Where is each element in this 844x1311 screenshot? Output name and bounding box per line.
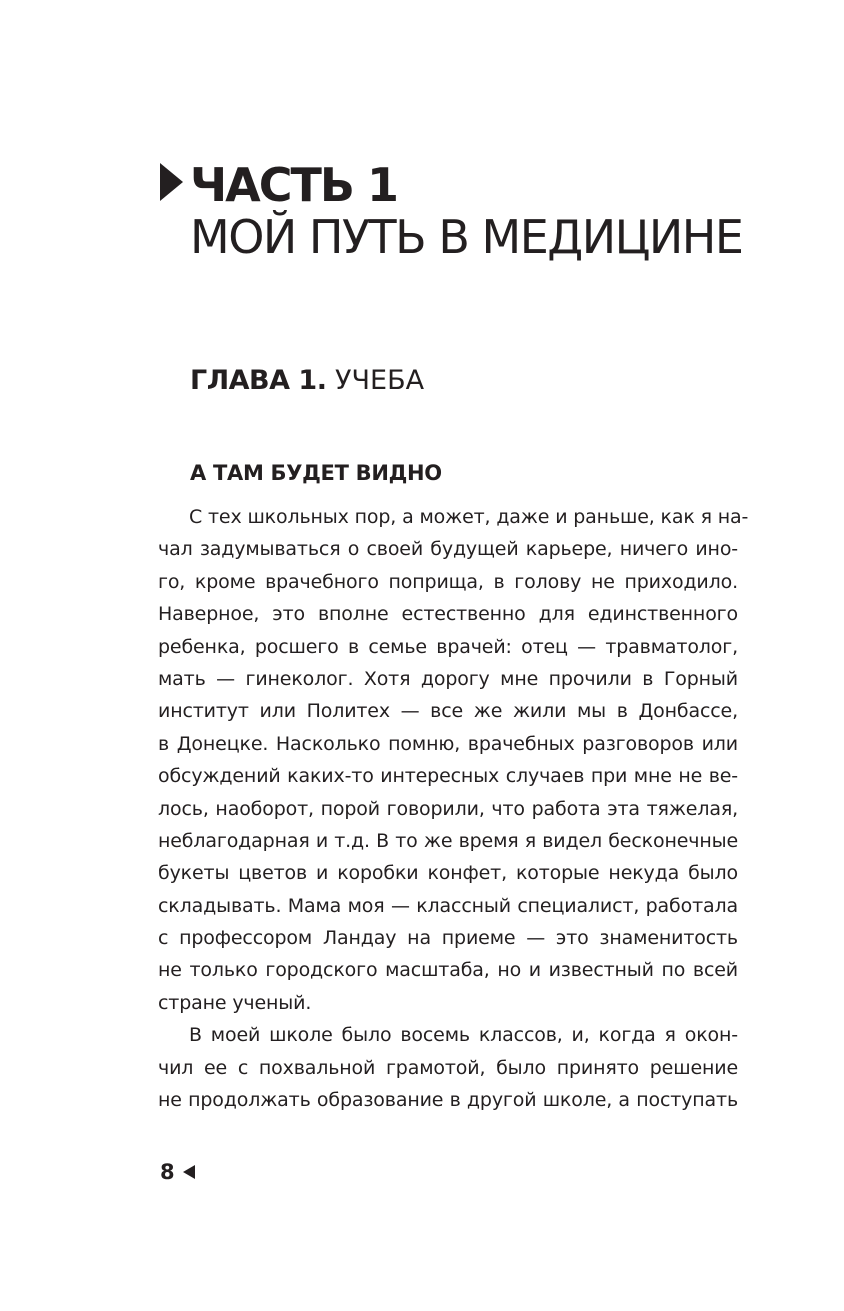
text-line: в Донецке. Насколько помню, врачебных разговоров или (158, 732, 738, 755)
text-line: институт или Политех — все же жили мы в Донбассе, (158, 700, 738, 723)
text-line: С тех школьных пор, а может, даже и раньше, как я на- (189, 506, 749, 528)
page-number: 8 (160, 1160, 175, 1184)
text-line: чил ее с похвальной грамотой, было принято решение (158, 1056, 738, 1079)
text-line: не только городского масштаба, но и известный по всей (158, 959, 738, 982)
text-line: букеты цветов и коробки конфет, которые некуда было (158, 862, 738, 885)
text-line: стране ученый. (158, 991, 312, 1014)
page-marker-triangle-icon (183, 1165, 195, 1179)
part-title: МОЙ ПУТЬ В МЕДИЦИНЕ (190, 210, 743, 264)
text-line: не продолжать образование в другой школе, а поступать (158, 1089, 738, 1112)
part-marker-triangle-icon (160, 163, 183, 201)
section-heading: А ТАМ БУДЕТ ВИДНО (190, 461, 442, 485)
page-footer (160, 1158, 195, 1186)
text-line: неблагодарная и т.д. В то же время я видел бесконечные (158, 829, 738, 852)
text-line: го, кроме врачебного поприща, в голову не приходило. (158, 570, 738, 593)
text-line: чал задумываться о своей будущей карьере, ничего ино- (158, 538, 738, 561)
text-line: складывать. Мама моя — классный специалист, работала (158, 894, 738, 917)
text-line: Наверное, это вполне естественно для единственного (158, 603, 738, 626)
chapter-title: УЧЕБА (335, 365, 425, 396)
text-line: лось, наоборот, порой говорили, что работа эта тяжелая, (158, 797, 738, 820)
text-line: обсуждений каких-то интересных случаев при мне не ве- (158, 765, 738, 788)
text-line: мать — гинеколог. Хотя дорогу мне прочили в Горный (158, 667, 738, 690)
body-text (158, 501, 749, 1116)
text-line: ребенка, росшего в семье врачей: отец — травматолог, (158, 635, 738, 658)
part-label: ЧАСТЬ 1 (190, 158, 397, 212)
chapter-number: ГЛАВА 1. (190, 365, 327, 396)
text-line: В моей школе было восемь классов, и, когда я окон- (189, 1024, 738, 1047)
chapter-heading (190, 363, 424, 399)
text-line: с профессором Ландау на приеме — это знаменитость (158, 927, 738, 950)
